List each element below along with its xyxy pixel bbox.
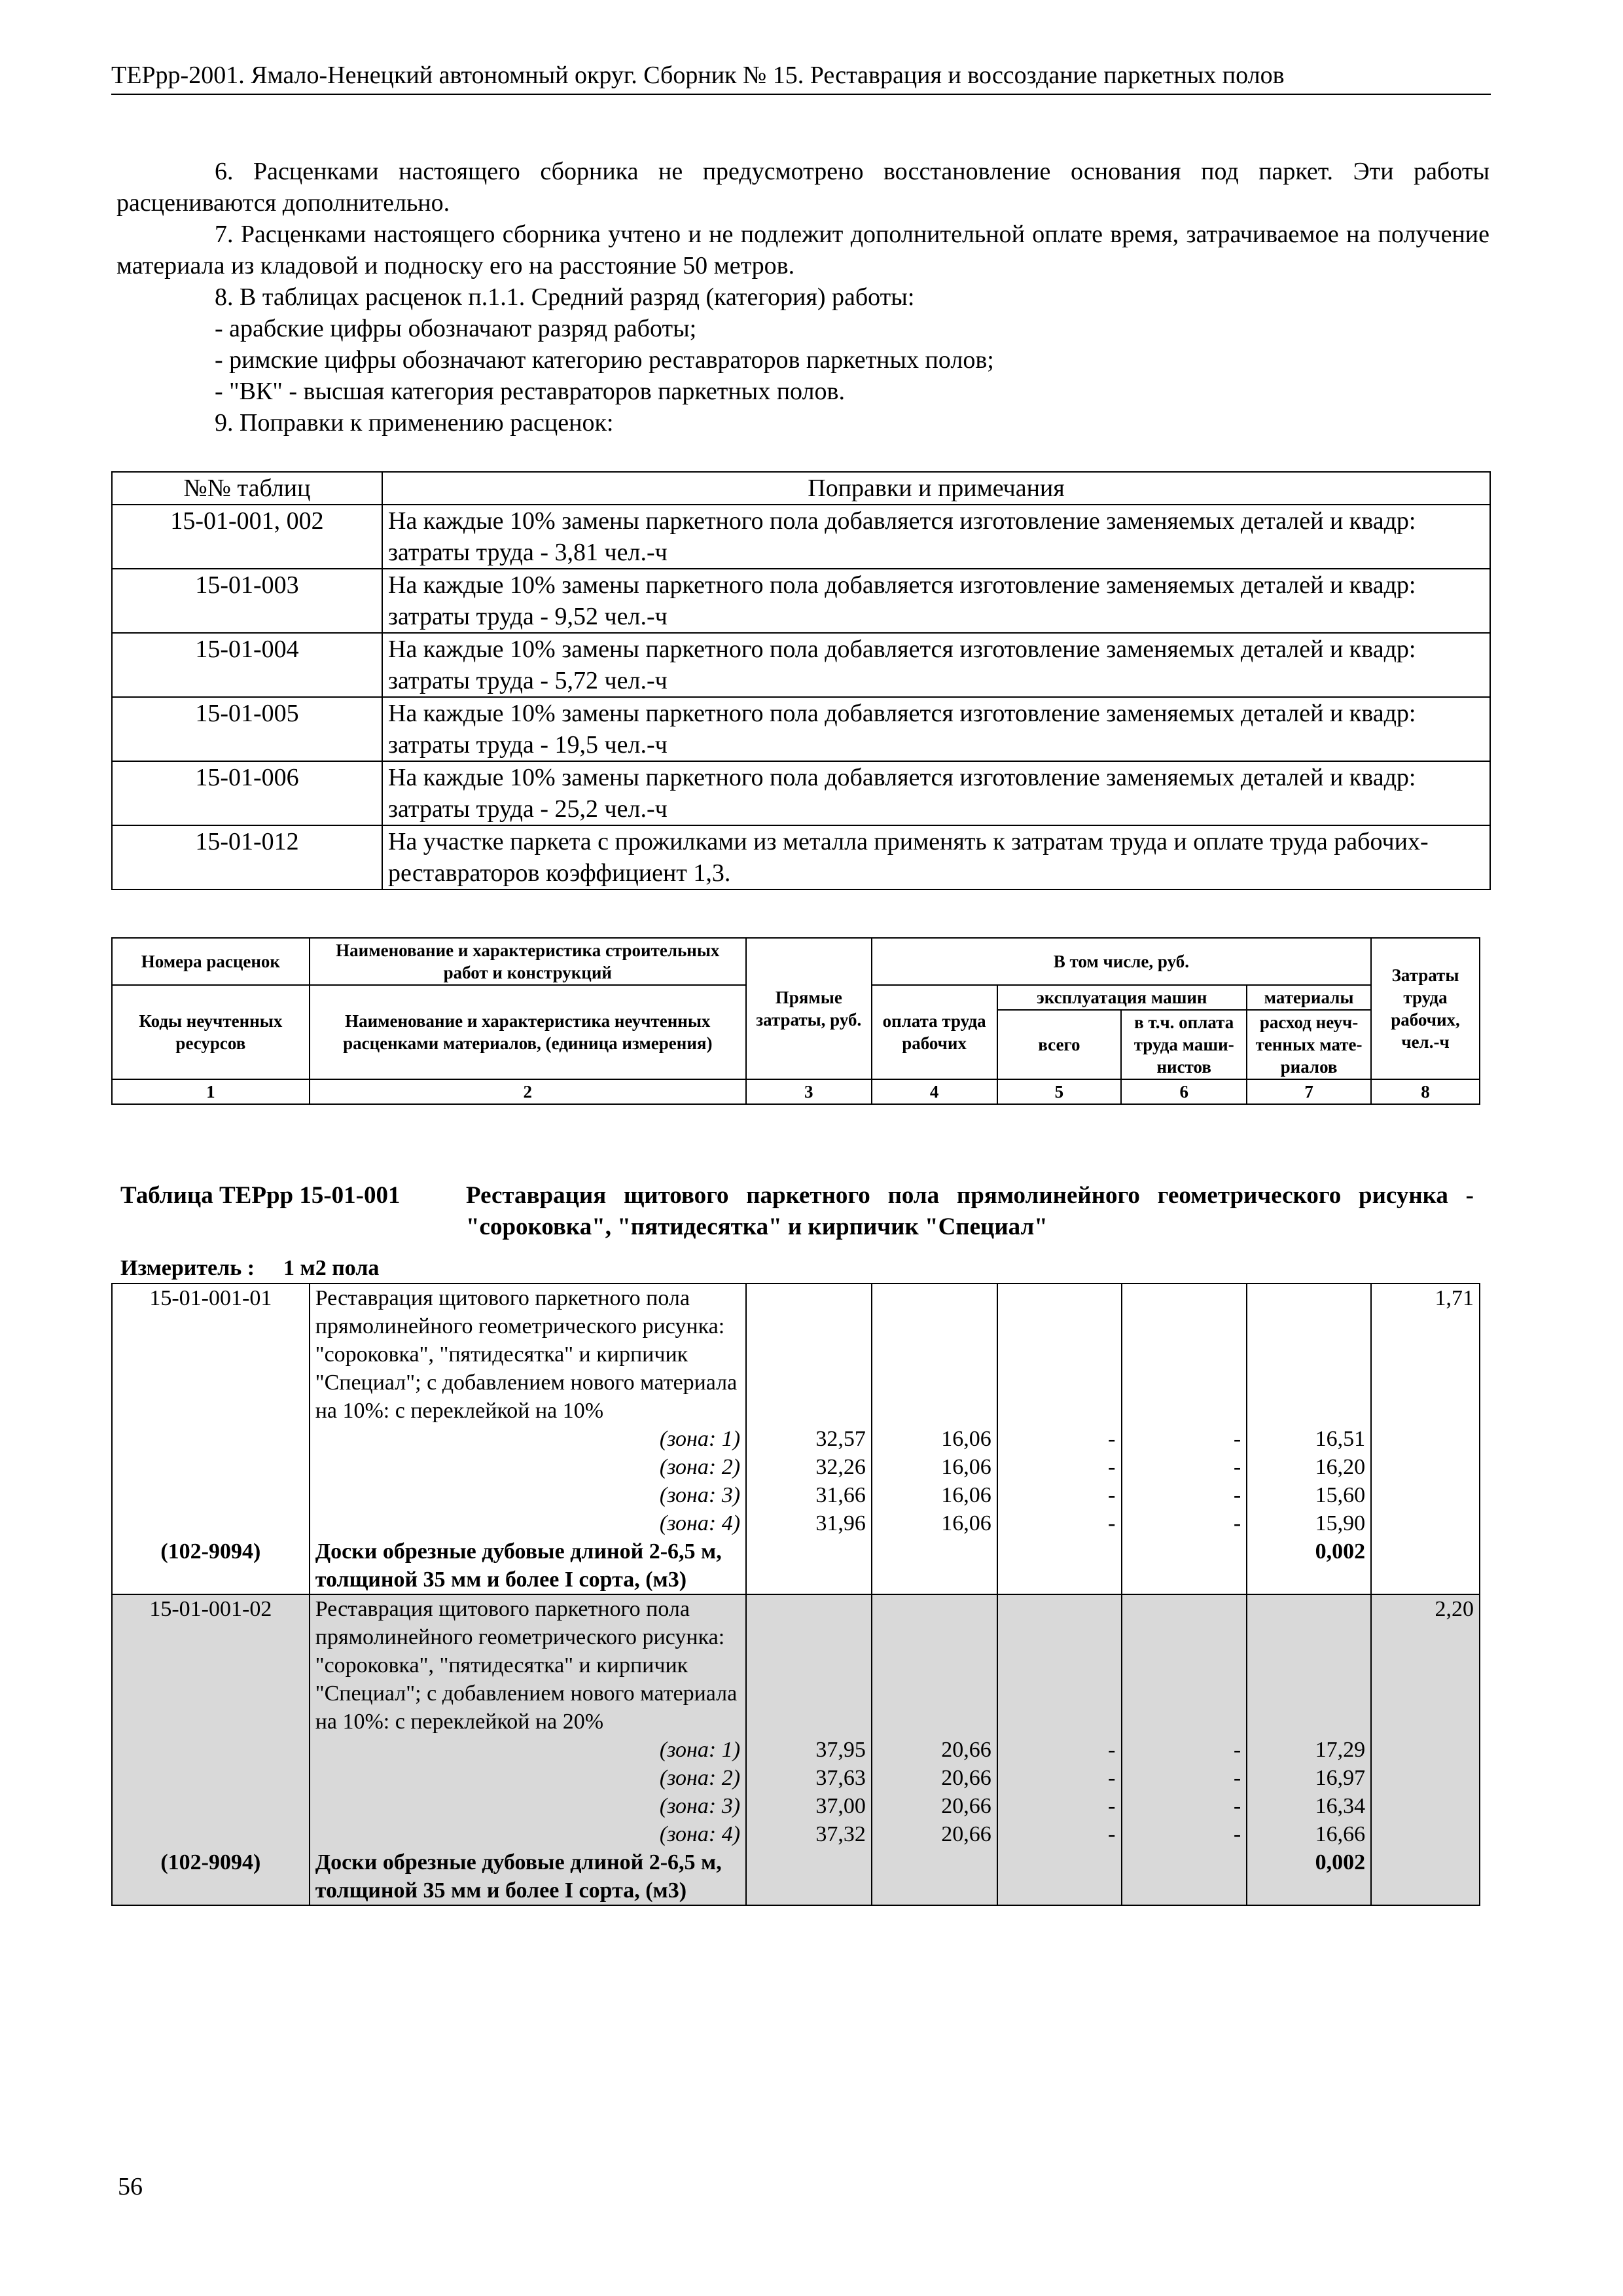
resource-name: Доски обрезные дубовые длиной 2-6,5 м, толщиной 35 мм и более I сорта, (м3)	[310, 1848, 746, 1905]
zone-driver-wages: -	[1122, 1736, 1247, 1764]
empty-cell	[112, 1820, 310, 1848]
col-work-name: Наименование и характеристика строительных работ и конструкций	[310, 938, 746, 985]
empty-cell	[1371, 1792, 1480, 1820]
zone-wages: 20,66	[872, 1736, 997, 1764]
column-header-table	[111, 937, 1480, 1105]
empty-cell	[1371, 1453, 1480, 1481]
empty-cell	[112, 1736, 310, 1764]
list-item: - римские цифры обозначают категорию реставраторов паркетных полов;	[215, 346, 994, 374]
zone-label: (зона: 1)	[310, 1736, 746, 1764]
rate-labor: 2,20	[1371, 1594, 1480, 1736]
correction-note: На каждые 10% замены паркетного пола добавляется изготовление заменяемых деталей и квадр: затраты труда - 25,2 чел.-ч	[382, 761, 1490, 825]
empty-cell	[1247, 1594, 1371, 1736]
zone-materials: 15,60	[1247, 1481, 1371, 1509]
col-rate-numbers: Номера расценок	[112, 938, 310, 985]
measure-label: Измеритель :	[120, 1256, 255, 1280]
corrections-row	[112, 697, 1490, 761]
resource-qty: 0,002	[1247, 1848, 1371, 1905]
zone-driver-wages: -	[1122, 1820, 1247, 1848]
resource-code: (102-9094)	[112, 1537, 310, 1594]
zone-wages: 20,66	[872, 1764, 997, 1792]
rates-table	[111, 1283, 1480, 1906]
corrections-body	[112, 505, 1490, 889]
empty-cell	[112, 1425, 310, 1453]
empty-cell	[746, 1283, 872, 1425]
empty-cell	[997, 1594, 1122, 1736]
paragraph-8: 8. В таблицах расценок п.1.1. Средний разряд (категория) работы:	[215, 283, 915, 311]
correction-tables: 15-01-003	[112, 569, 382, 633]
zone-row	[112, 1425, 1480, 1453]
zone-row	[112, 1736, 1480, 1764]
zone-driver-wages: -	[1122, 1481, 1247, 1509]
zone-driver-wages: -	[1122, 1764, 1247, 1792]
correction-note: На каждые 10% замены паркетного пола добавляется изготовление заменяемых деталей и квадр: затраты труда - 3,81 чел.-ч	[382, 505, 1490, 569]
correction-note: На каждые 10% замены паркетного пола добавляется изготовление заменяемых деталей и квадр: затраты труда - 9,52 чел.-ч	[382, 569, 1490, 633]
zone-wages: 16,06	[872, 1481, 997, 1509]
zone-machine-total: -	[997, 1820, 1122, 1848]
zone-row	[112, 1481, 1480, 1509]
zone-wages: 16,06	[872, 1425, 997, 1453]
zone-wages: 20,66	[872, 1820, 997, 1848]
resource-code: (102-9094)	[112, 1848, 310, 1905]
col-unaccounted-materials: расход неуч-тенных мате-риалов	[1247, 1010, 1371, 1079]
empty-cell	[1371, 1537, 1480, 1594]
correction-tables: 15-01-004	[112, 633, 382, 697]
list-item: - арабские цифры обозначают разряд работы;	[215, 315, 697, 342]
table-label: Таблица ТЕРрр 15-01-001	[120, 1182, 401, 1209]
zone-direct-cost: 37,32	[746, 1820, 872, 1848]
rate-row	[112, 1594, 1480, 1736]
rate-code: 15-01-001-02	[112, 1594, 310, 1736]
list-item: - "ВК" - высшая категория реставраторов паркетных полов.	[215, 378, 845, 405]
rate-labor: 1,71	[1371, 1283, 1480, 1425]
rates-body	[112, 1283, 1480, 1905]
col-number: 2	[310, 1079, 746, 1104]
rate-name: Реставрация щитового паркетного пола прямолинейного геометрического рисунка: "сороковка", "пятидесятка" и кирпичик "Специал"; с добавлением нового материала на 10%: с переклейкой на 20%	[310, 1594, 746, 1736]
empty-cell	[1371, 1764, 1480, 1792]
col-number: 6	[1121, 1079, 1247, 1104]
zone-direct-cost: 37,63	[746, 1764, 872, 1792]
rate-name: Реставрация щитового паркетного пола прямолинейного геометрического рисунка: "сороковка", "пятидесятка" и кирпичик "Специал"; с добавлением нового материала на 10%: с переклейкой на 10%	[310, 1283, 746, 1425]
empty-cell	[997, 1848, 1122, 1905]
col-machine-operation: эксплуатация машин	[997, 985, 1247, 1010]
correction-tables: 15-01-005	[112, 697, 382, 761]
corrections-row	[112, 633, 1490, 697]
col-labor-cost: Затраты труда рабочих, чел.-ч	[1371, 938, 1480, 1079]
zone-driver-wages: -	[1122, 1425, 1247, 1453]
zone-label: (зона: 2)	[310, 1764, 746, 1792]
zone-row	[112, 1792, 1480, 1820]
zone-row	[112, 1820, 1480, 1848]
zone-machine-total: -	[997, 1764, 1122, 1792]
zone-row	[112, 1453, 1480, 1481]
measure-line	[120, 1255, 408, 1282]
col-number: 4	[872, 1079, 997, 1104]
zone-materials: 16,34	[1247, 1792, 1371, 1820]
zone-label: (зона: 4)	[310, 1509, 746, 1537]
zone-direct-cost: 37,95	[746, 1736, 872, 1764]
correction-note: На каждые 10% замены паркетного пола добавляется изготовление заменяемых деталей и квадр: затраты труда - 19,5 чел.-ч	[382, 697, 1490, 761]
col-number: 1	[112, 1079, 310, 1104]
col-driver-wages: в т.ч. оплата труда маши-нистов	[1121, 1010, 1247, 1079]
zone-machine-total: -	[997, 1509, 1122, 1537]
empty-cell	[1122, 1848, 1247, 1905]
col-number: 7	[1247, 1079, 1371, 1104]
empty-cell	[1371, 1509, 1480, 1537]
empty-cell	[746, 1594, 872, 1736]
empty-cell	[872, 1537, 997, 1594]
zone-row	[112, 1509, 1480, 1537]
page-number: 56	[118, 2173, 143, 2200]
zone-driver-wages: -	[1122, 1792, 1247, 1820]
resource-name: Доски обрезные дубовые длиной 2-6,5 м, толщиной 35 мм и более I сорта, (м3)	[310, 1537, 746, 1594]
empty-cell	[997, 1283, 1122, 1425]
empty-cell	[1371, 1848, 1480, 1905]
corrections-row	[112, 505, 1490, 569]
table-title: Реставрация щитового паркетного пола прямолинейного геометрического рисунка -"сороковка", "пятидесятка" и кирпичик "Специал"	[466, 1182, 1474, 1240]
correction-tables: 15-01-001, 002	[112, 505, 382, 569]
corrections-row	[112, 825, 1490, 889]
empty-cell	[746, 1848, 872, 1905]
zone-row	[112, 1764, 1480, 1792]
empty-cell	[1371, 1481, 1480, 1509]
corrections-table	[111, 471, 1491, 890]
paragraph-7: 7. Расценками настоящего сборника учтено и не подлежит дополнительной оплате время, затрачиваемое на получение материала из кладовой и подноску его на расстояние 50 метров.	[116, 221, 1489, 279]
empty-cell	[746, 1537, 872, 1594]
empty-cell	[1122, 1537, 1247, 1594]
col-number: 5	[997, 1079, 1122, 1104]
zone-machine-total: -	[997, 1736, 1122, 1764]
zone-materials: 17,29	[1247, 1736, 1371, 1764]
col-wages: оплата труда рабочих	[872, 985, 997, 1079]
zone-driver-wages: -	[1122, 1509, 1247, 1537]
zone-wages: 16,06	[872, 1453, 997, 1481]
col-material-name: Наименование и характеристика неучтенных расценками материалов, (единица измерения)	[310, 985, 746, 1079]
zone-machine-total: -	[997, 1453, 1122, 1481]
empty-cell	[1371, 1736, 1480, 1764]
zone-materials: 16,97	[1247, 1764, 1371, 1792]
empty-cell	[1122, 1283, 1247, 1425]
zone-machine-total: -	[997, 1792, 1122, 1820]
empty-cell	[112, 1509, 310, 1537]
empty-cell	[112, 1764, 310, 1792]
resource-row	[112, 1848, 1480, 1905]
empty-cell	[997, 1537, 1122, 1594]
paragraph-9: 9. Поправки к применению расценок:	[215, 409, 614, 437]
zone-driver-wages: -	[1122, 1453, 1247, 1481]
intro-text	[116, 156, 1489, 439]
measure-value: 1 м2 пола	[283, 1256, 380, 1280]
empty-cell	[112, 1453, 310, 1481]
correction-note: На участке паркета с прожилками из металла применять к затратам труда и оплате труда рабочих-реставраторов коэффициент 1,3.	[382, 825, 1490, 889]
col-resource-codes: Коды неучтенных ресурсов	[112, 985, 310, 1079]
zone-direct-cost: 32,57	[746, 1425, 872, 1453]
empty-cell	[872, 1283, 997, 1425]
empty-cell	[1247, 1283, 1371, 1425]
zone-label: (зона: 1)	[310, 1425, 746, 1453]
corrections-col-tables: №№ таблиц	[112, 472, 382, 505]
rate-row	[112, 1283, 1480, 1425]
zone-materials: 15,90	[1247, 1509, 1371, 1537]
col-direct-costs: Прямые затраты, руб.	[746, 938, 872, 1079]
zone-machine-total: -	[997, 1425, 1122, 1453]
empty-cell	[872, 1848, 997, 1905]
zone-label: (зона: 4)	[310, 1820, 746, 1848]
zone-wages: 16,06	[872, 1509, 997, 1537]
corrections-col-notes: Поправки и примечания	[382, 472, 1490, 505]
zone-materials: 16,20	[1247, 1453, 1371, 1481]
zone-materials: 16,51	[1247, 1425, 1371, 1453]
correction-tables: 15-01-006	[112, 761, 382, 825]
col-materials: материалы	[1247, 985, 1371, 1010]
zone-label: (зона: 2)	[310, 1453, 746, 1481]
zone-wages: 20,66	[872, 1792, 997, 1820]
col-number: 8	[1371, 1079, 1480, 1104]
empty-cell	[872, 1594, 997, 1736]
empty-cell	[1371, 1425, 1480, 1453]
zone-direct-cost: 31,66	[746, 1481, 872, 1509]
zone-direct-cost: 32,26	[746, 1453, 872, 1481]
paragraph-6: 6. Расценками настоящего сборника не предусмотрено восстановление основания под паркет. Эти работы расцениваются дополнительно.	[116, 158, 1489, 217]
zone-direct-cost: 37,00	[746, 1792, 872, 1820]
col-incl-rub: В том числе, руб.	[872, 938, 1371, 985]
corrections-row	[112, 761, 1490, 825]
zone-direct-cost: 31,96	[746, 1509, 872, 1537]
empty-cell	[1371, 1820, 1480, 1848]
zone-machine-total: -	[997, 1481, 1122, 1509]
rate-code: 15-01-001-01	[112, 1283, 310, 1425]
corrections-row	[112, 569, 1490, 633]
header-rule	[111, 94, 1491, 95]
col-number: 3	[746, 1079, 872, 1104]
running-header: ТЕРрр-2001. Ямало-Ненецкий автономный округ. Сборник № 15. Реставрация и воссоздание паркетных полов	[111, 62, 1285, 89]
resource-qty: 0,002	[1247, 1537, 1371, 1594]
resource-row	[112, 1537, 1480, 1594]
empty-cell	[112, 1481, 310, 1509]
zone-label: (зона: 3)	[310, 1481, 746, 1509]
empty-cell	[112, 1792, 310, 1820]
zone-materials: 16,66	[1247, 1820, 1371, 1848]
col-machine-total: всего	[997, 1010, 1122, 1079]
correction-tables: 15-01-012	[112, 825, 382, 889]
empty-cell	[1122, 1594, 1247, 1736]
zone-label: (зона: 3)	[310, 1792, 746, 1820]
correction-note: На каждые 10% замены паркетного пола добавляется изготовление заменяемых деталей и квадр: затраты труда - 5,72 чел.-ч	[382, 633, 1490, 697]
